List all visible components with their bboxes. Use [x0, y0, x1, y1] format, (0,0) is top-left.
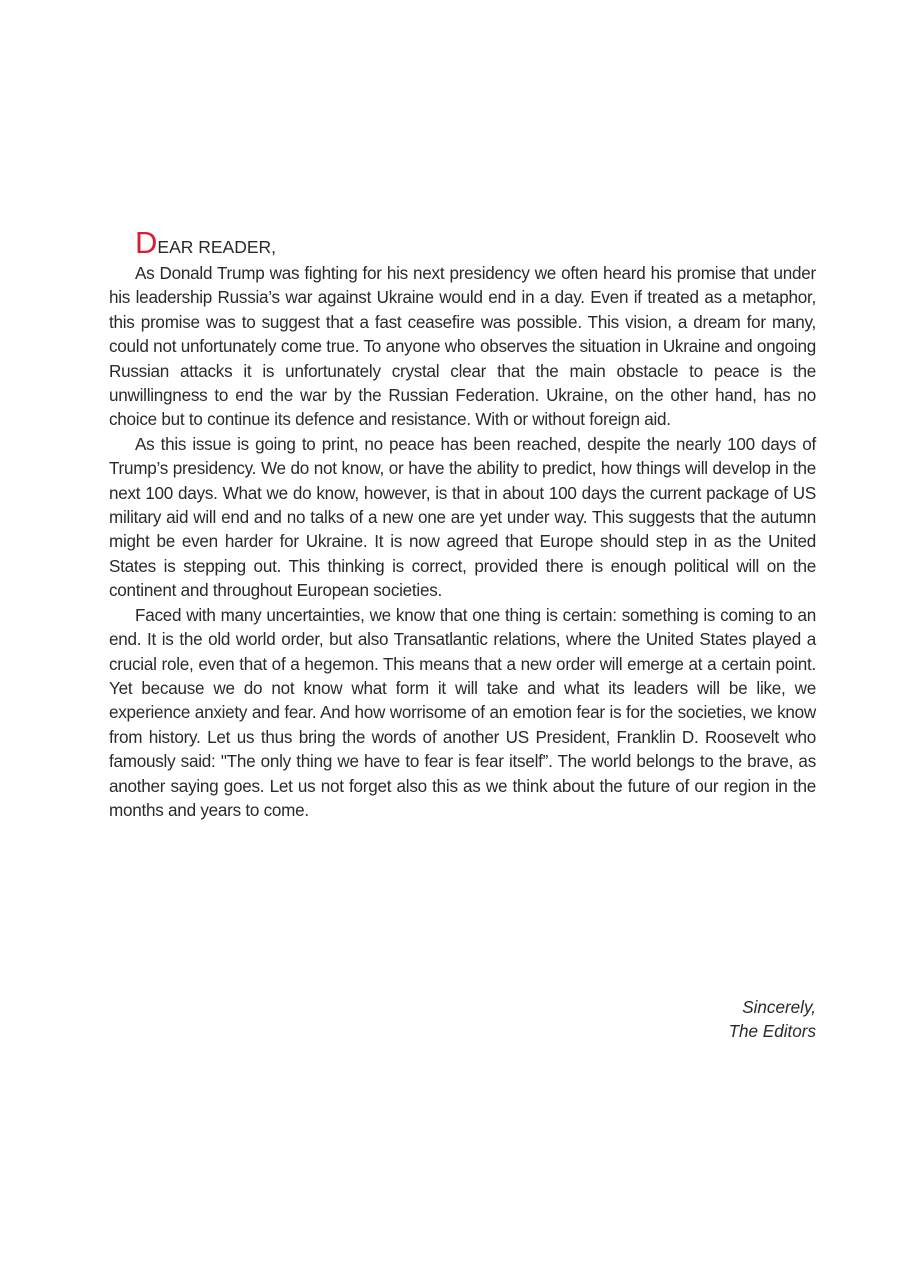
- salutation-drop-cap: D: [135, 225, 158, 260]
- salutation-heading: [109, 225, 816, 262]
- editorial-letter: [109, 225, 816, 823]
- salutation-text: EAR READER,: [157, 237, 277, 257]
- letter-paragraph-1: As Donald Trump was fighting for his next presidency we often heard his promise that under his leadership Russia’s war against Ukraine would end in a day. Even if treated as a metaphor, this promise was to suggest that a fast ceasefire was possible. This vision, a dream for many, could not unfortunately come true. To anyone who observes the situation in Ukraine and ongoing Russian attacks it is unfortunately crystal clear that the main obstacle to peace is the unwillingness to end the war by the Russian Federation. Ukraine, on the other hand, has no choice but to continue its defence and resistance. With or without foreign aid.: [109, 264, 816, 430]
- letter-paragraph-3: Faced with many uncertainties, we know that one thing is certain: something is coming to an end. It is the old world order, but also Transatlantic relations, where the United States played a crucial role, even that of a hegemon. This means that a new order will emerge at a certain point. Yet because we do not know what form it will take and what its leaders will be like, we experience anxiety and fear. And how worrisome of an emotion fear is for the societies, we know from history. Let us thus bring the words of another US President, Franklin D. Roosevelt who famously said: "The only thing we have to fear is fear itself”. The world belongs to the brave, as another saying goes. Let us not forget also this as we think about the future of our region in the months and years to come.: [109, 605, 816, 820]
- letter-paragraph-2: As this issue is going to print, no peace has been reached, despite the nearly 100 days of Trump’s presidency. We do not know, or have the ability to predict, how things will develop in the next 100 days. What we do know, however, is that in about 100 days the current package of US military aid will end and no talks of a new one are yet under way. This suggests that the autumn might be even harder for Ukraine. It is now agreed that Europe should step in as the United States is stepping out. This thinking is correct, provided there is enough political will on the continent and throughout European societies.: [109, 434, 816, 601]
- letter-signoff: [109, 996, 816, 1045]
- closing-text: Sincerely,: [742, 998, 816, 1017]
- signature-text: The Editors: [728, 1022, 816, 1042]
